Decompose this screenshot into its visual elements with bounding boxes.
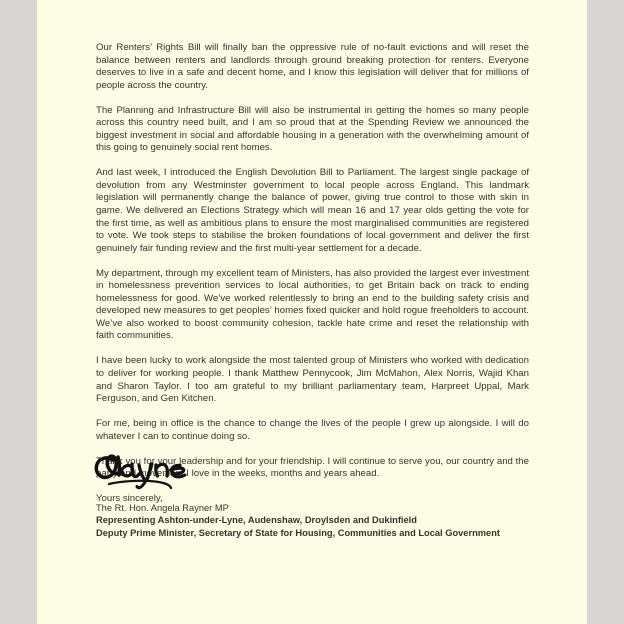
letter-body [96,42,529,506]
letter-page [37,0,587,624]
handwritten-signature-icon [92,452,202,498]
valediction: Yours sincerely, [96,493,163,505]
signatory-constituency: Representing Ashton-under-Lyne, Audenshaw, Droylsden and Dukinfield [96,515,417,526]
letter-paragraph: Our Renters’ Rights Bill will finally ban the oppressive rule of no-fault evictions and will reset the balance between renters and landlords through ground breaking protection for renters. Everyone deserves to live in a safe and decent home, and I know this legislation will deliver that for millions of people across the country. [96,42,529,91]
letter-paragraph: For me, being in office is the chance to change the lives of the people I grew up alongside. I will do whatever I can to continue doing so. [96,418,529,442]
letter-paragraph: And last week, I introduced the English Devolution Bill to Parliament. The largest single package of devolution from any Westminster government to local people across England. This landmark legislation will permanently change the balance of power, giving true control to those with skin in game. We delivered an Elections Strategy which will mean 16 and 17 year olds getting the vote for the first time, as well as ambitious plans to ensure the most marginalised communities are registered to vote. We took steps to stabilise the broken foundations of local government and deliver the first genuinely fair funding review and the first multi-year settlement for a decade. [96,167,529,254]
signature-block [96,440,536,539]
letter-paragraph: The Planning and Infrastructure Bill will also be instrumental in getting the homes so many people across this country need built, and I am so proud that at the Spending Review we announced the biggest investment in social and affordable housing in a generation with the overwhelming amount of this going to genuinely social rent homes. [96,104,529,154]
letter-paragraph: I have been lucky to work alongside the most talented group of Ministers who worked with dedication to deliver for working people. I thank Matthew Pennycook, Jim McMahon, Alex Norris, Wajid Khan and Sharon Taylor. I too am grateful to my brilliant parliamentary team, Harpreet Uppal, Mark Ferguson, and Gen Kitchen. [96,355,529,405]
letter-paragraph: Thank you for your leadership and for your friendship. I will continue to serve you, our country and the party and movement I love in the weeks, months and years ahead. [96,455,529,480]
letter-paragraph: My department, through my excellent team of Ministers, has also provided the largest ever investment in homelessness prevention services to local authorities, to get Britain back on track to ending homelessness for good. We’ve worked relentlessly to bring an end to the building safety crisis and developed new measures to get peoples’ homes fixed quicker and hold rogue freeholders to account. We’ve also worked to boost community cohesion, tackle hate crime and reset the relationship with faith communities. [96,267,529,342]
signatory-title: Deputy Prime Minister, Secretary of State for Housing, Communities and Local Government [96,527,500,538]
signatory-name: The Rt. Hon. Angela Rayner MP [96,503,229,513]
